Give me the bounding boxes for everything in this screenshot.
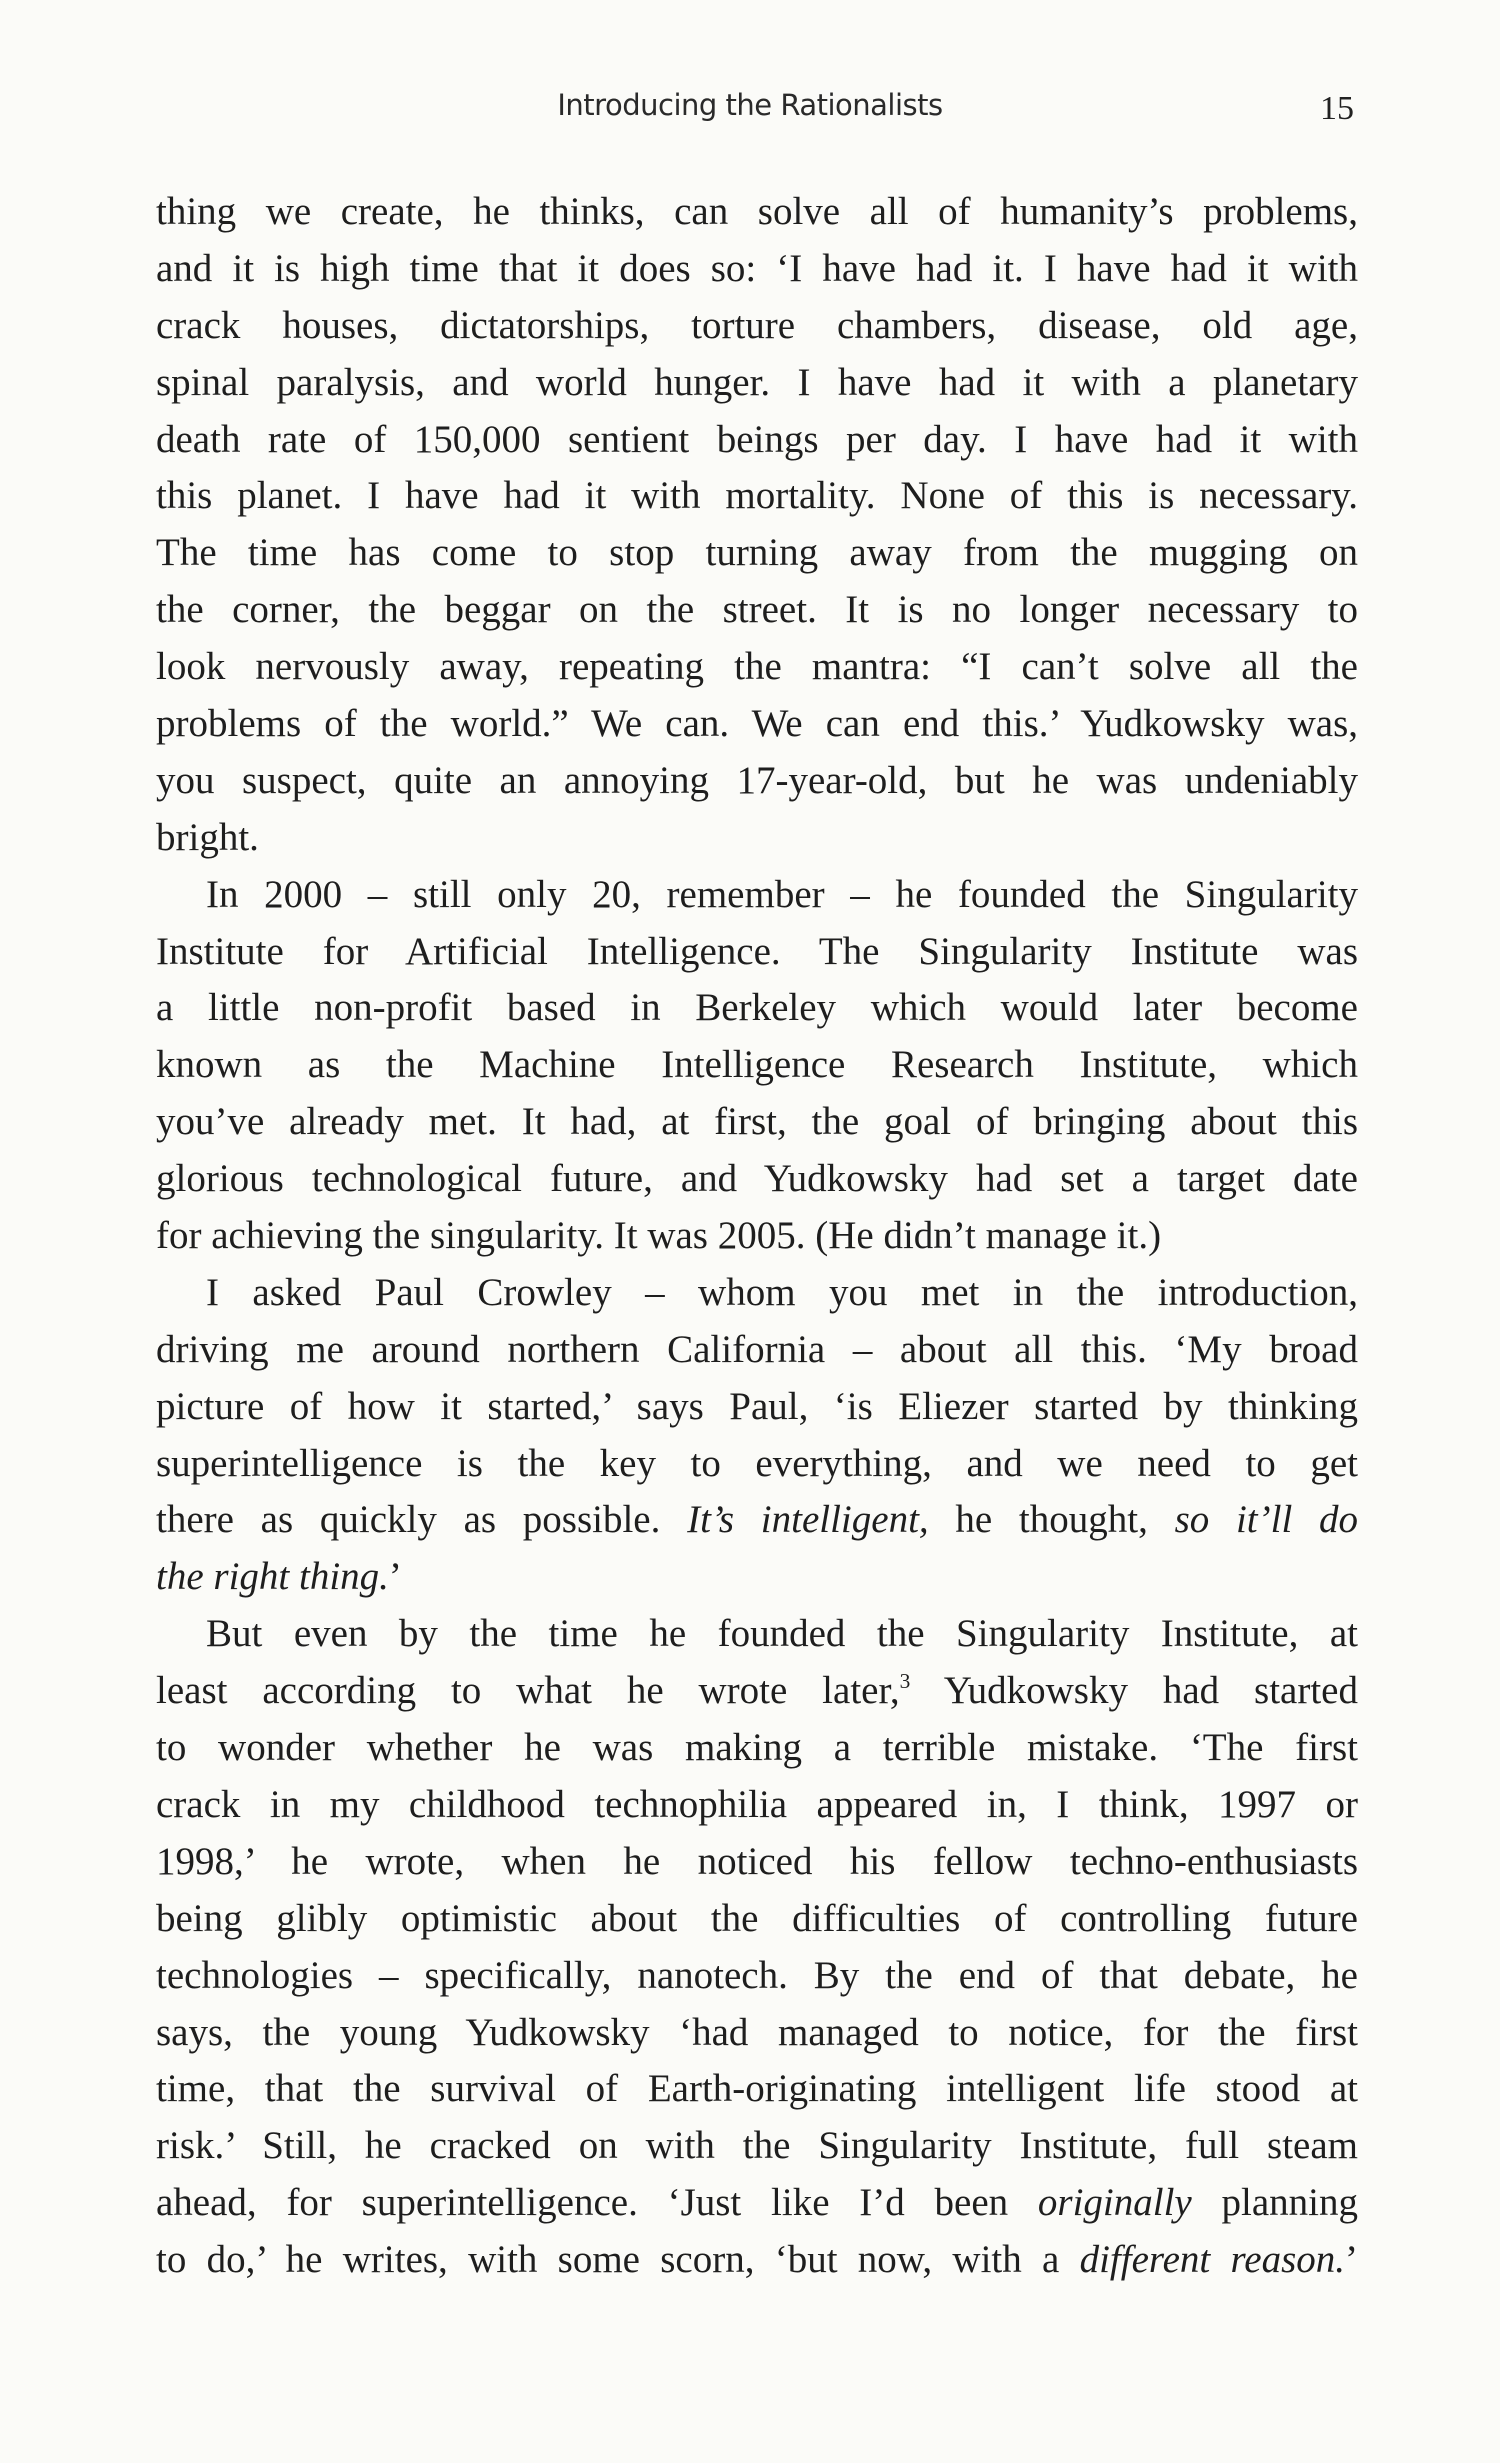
running-head: Introducing the Rationalists xyxy=(557,88,943,122)
text-segment: you’ve already met. It had, at first, the goal of bringing about this xyxy=(156,1100,1358,1144)
text-segment: he thought, xyxy=(928,1498,1175,1542)
text-line xyxy=(156,1549,1358,1606)
text-line xyxy=(156,2232,1358,2289)
italic-text: the right thing. xyxy=(156,1555,389,1599)
text-segment: glorious technological future, and Yudkowsky had set a target date xyxy=(156,1157,1358,1201)
text-segment: the corner, the beggar on the street. It is no longer necessary to xyxy=(156,588,1358,632)
footnote-marker: 3 xyxy=(899,1669,911,1694)
text-segment: superintelligence is the key to everything, and we need to get xyxy=(156,1441,1358,1485)
text-line xyxy=(156,298,1358,355)
text-segment: But even by the time he founded the Singularity Institute, at xyxy=(206,1612,1358,1656)
text-line xyxy=(156,525,1358,582)
text-line xyxy=(156,241,1358,298)
text-segment: time, that the survival of Earth-originating intelligent life stood at xyxy=(156,2067,1358,2111)
text-line xyxy=(156,1948,1358,2005)
italic-text: It’s intelligent, xyxy=(687,1498,929,1542)
text-line xyxy=(156,2118,1358,2175)
text-line xyxy=(156,810,1358,867)
text-segment: this planet. I have had it with mortality. None of this is necessary. xyxy=(156,474,1358,518)
text-segment: death rate of 150,000 sentient beings per day. I have had it with xyxy=(156,417,1358,461)
text-line xyxy=(156,412,1358,469)
text-segment: look nervously away, repeating the mantra: “I can’t solve all the xyxy=(156,645,1358,689)
text-segment: ahead, for superintelligence. ‘Just like I’d been xyxy=(156,2181,1038,2225)
text-segment: The time has come to stop turning away from the mugging on xyxy=(156,531,1358,575)
text-line xyxy=(156,696,1358,753)
text-line xyxy=(156,2061,1358,2118)
text-line xyxy=(156,639,1358,696)
text-segment: crack in my childhood technophilia appeared in, I think, 1997 or xyxy=(156,1782,1358,1826)
italic-text: originally xyxy=(1037,2181,1192,2225)
text-line xyxy=(156,355,1358,412)
italic-text: different reason. xyxy=(1079,2238,1345,2282)
text-segment: bright. xyxy=(156,815,259,859)
italic-text: so it’ll do xyxy=(1174,1498,1359,1542)
text-segment: driving me around northern California – about all this. ‘My broad xyxy=(156,1327,1358,1371)
text-line xyxy=(156,1436,1358,1493)
text-segment: 1998,’ he wrote, when he noticed his fellow techno-enthusiasts xyxy=(156,1839,1358,1883)
text-line xyxy=(156,1151,1358,1208)
text-segment: and it is high time that it does so: ‘I have had it. I have had it with xyxy=(156,246,1358,290)
text-segment: Institute for Artificial Intelligence. The Singularity Institute was xyxy=(156,929,1358,973)
page-header xyxy=(0,88,1500,132)
text-segment: being glibly optimistic about the difficulties of controlling future xyxy=(156,1896,1358,1940)
text-segment: least according to what he wrote later, xyxy=(156,1669,900,1713)
text-segment: to do,’ he writes, with some scorn, ‘but now, with a xyxy=(156,2238,1080,2282)
text-line xyxy=(156,582,1358,639)
text-segment: spinal paralysis, and world hunger. I have had it with a planetary xyxy=(156,360,1358,404)
text-line xyxy=(156,1208,1358,1265)
text-line xyxy=(156,1037,1358,1094)
text-line xyxy=(156,1663,1358,1720)
text-line xyxy=(156,753,1358,810)
text-segment: to wonder whether he was making a terrible mistake. ‘The first xyxy=(156,1726,1358,1770)
text-line xyxy=(156,1492,1358,1549)
text-segment: technologies – specifically, nanotech. By the end of that debate, he xyxy=(156,1953,1358,1997)
text-segment: for achieving the singularity. It was 2005. (He didn’t manage it.) xyxy=(156,1214,1162,1258)
body-text xyxy=(156,184,1358,2289)
text-line xyxy=(156,1379,1358,1436)
text-segment: there as quickly as possible. xyxy=(156,1498,688,1542)
text-line xyxy=(156,1891,1358,1948)
text-line xyxy=(156,468,1358,525)
text-segment: risk.’ Still, he cracked on with the Singularity Institute, full steam xyxy=(156,2124,1358,2168)
text-segment: known as the Machine Intelligence Research Institute, which xyxy=(156,1043,1358,1087)
text-line xyxy=(156,924,1358,981)
text-segment: says, the young Yudkowsky ‘had managed to notice, for the first xyxy=(156,2010,1358,2054)
text-line xyxy=(156,1265,1358,1322)
text-segment: I asked Paul Crowley – whom you met in the introduction, xyxy=(206,1270,1358,1314)
text-segment: ’ xyxy=(388,1555,402,1599)
text-segment: you suspect, quite an annoying 17-year-old, but he was undeniably xyxy=(156,758,1358,802)
text-line xyxy=(156,1777,1358,1834)
text-segment: ’ xyxy=(1345,2238,1358,2282)
text-segment: problems of the world.” We can. We can end this.’ Yudkowsky was, xyxy=(156,702,1358,746)
text-line xyxy=(156,1606,1358,1663)
text-line xyxy=(156,1834,1358,1891)
page-number: 15 xyxy=(1320,90,1354,127)
text-line xyxy=(156,1322,1358,1379)
text-line xyxy=(156,2175,1358,2232)
text-line xyxy=(156,980,1358,1037)
text-segment: picture of how it started,’ says Paul, ‘is Eliezer started by thinking xyxy=(156,1384,1358,1428)
text-line xyxy=(156,1720,1358,1777)
text-segment: crack houses, dictatorships, torture chambers, disease, old age, xyxy=(156,303,1358,347)
text-segment: planning xyxy=(1191,2181,1358,2225)
text-line xyxy=(156,184,1358,241)
text-segment: a little non-profit based in Berkeley which would later become xyxy=(156,986,1358,1030)
text-segment: thing we create, he thinks, can solve all of humanity’s problems, xyxy=(156,190,1358,233)
text-segment: In 2000 – still only 20, remember – he founded the Singularity xyxy=(206,872,1358,916)
text-line xyxy=(156,1094,1358,1151)
text-line xyxy=(156,2005,1358,2062)
text-line xyxy=(156,867,1358,924)
text-segment: Yudkowsky had started xyxy=(910,1669,1358,1713)
